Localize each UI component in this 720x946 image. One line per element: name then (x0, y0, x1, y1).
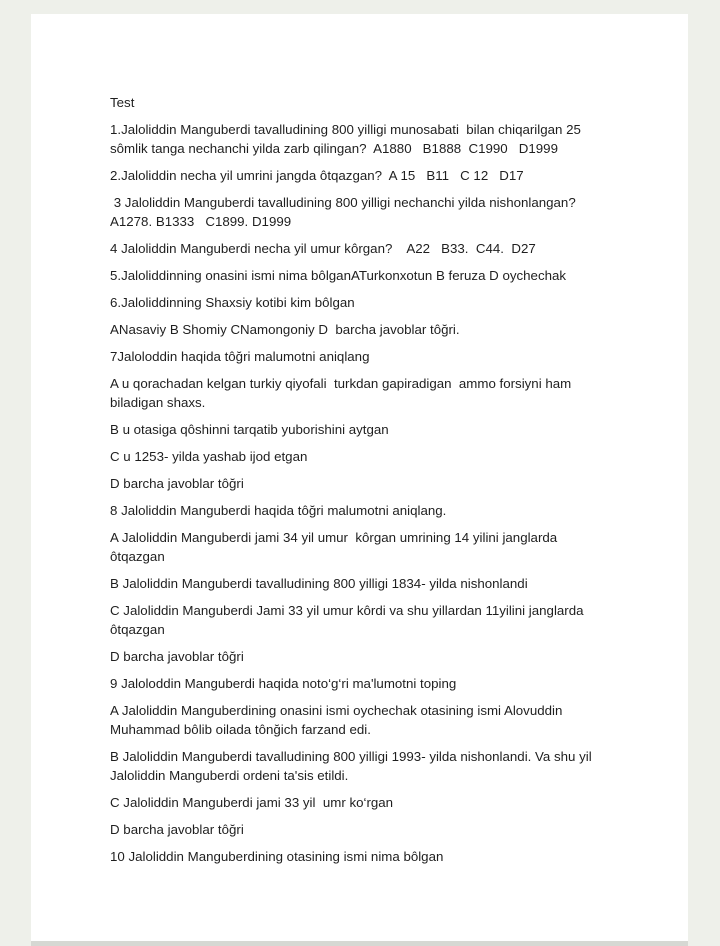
document-paragraph: D barcha javoblar tôğri (110, 822, 244, 837)
page-bottom-gap (31, 941, 688, 946)
document-paragraph: 2.Jaloliddin necha yil umrini jangda ôtqazgan? A 15 B11 C 12 D17 (110, 168, 524, 183)
document-paragraph: 5.Jaloliddinning onasini ismi nima bôlganATurkonxotun B feruza D oychechak (110, 268, 567, 283)
document-paragraph: C Jaloliddin Manguberdi Jami 33 yil umur kôrdi va shu yillardan 11yilini janglarda ôtqazgan (110, 603, 588, 637)
document-paragraph: 9 Jaloloddin Manguberdi haqida noto‘g‘ri ma'lumotni toping (110, 676, 457, 691)
document-paragraph: A Jaloliddin Manguberdining onasini ismi oychechak otasining ismi Alovuddin Muhammad bôlib oilada tônğich farzand edi. (110, 703, 567, 737)
document-page (31, 14, 688, 941)
document-paragraph: A u qorachadan kelgan turkiy qiyofali turkdan gapiradigan ammo forsiyni ham biladigan shaxs. (110, 376, 575, 410)
document-paragraph: B u otasiga qôshinni tarqatib yuborishini aytgan (110, 422, 389, 437)
document-paragraph: A Jaloliddin Manguberdi jami 34 yil umur kôrgan umrining 14 yilini janglarda ôtqazgan (110, 530, 561, 564)
document-paragraph: 7Jaloloddin haqida tôğri malumotni aniqlang (110, 349, 370, 364)
document-paragraph: 1.Jaloliddin Manguberdi tavalludining 800 yilligi munosabati bilan chiqarilgan 25 sômlik tanga nechanchi yilda zarb qilingan? A1880 B1888 C1990 D1999 (110, 122, 585, 156)
document-title: Test (110, 95, 135, 110)
document-body (110, 120, 688, 866)
document-paragraph: 6.Jaloliddinning Shaxsiy kotibi kim bôlgan (110, 295, 355, 310)
document-paragraph: 4 Jaloliddin Manguberdi necha yil umur kôrgan? A22 B33. C44. D27 (110, 241, 536, 256)
document-paragraph: D barcha javoblar tôğri (110, 476, 244, 491)
document-paragraph: 3 Jaloliddin Manguberdi tavalludining 800 yilligi nechanchi yilda nishonlangan? A1278. B1333 C1899. D1999 (110, 195, 579, 229)
document-paragraph: D barcha javoblar tôğri (110, 649, 244, 664)
document-paragraph: ANasaviy B Shomiy CNamongoniy D barcha javoblar tôğri. (110, 322, 460, 337)
document-content (31, 14, 688, 866)
document-paragraph: C Jaloliddin Manguberdi jami 33 yil umr ko‘rgan (110, 795, 394, 810)
document-paragraph: B Jaloliddin Manguberdi tavalludining 800 yilligi 1834- yilda nishonlandi (110, 576, 528, 591)
document-paragraph: B Jaloliddin Manguberdi tavalludining 800 yilligi 1993- yilda nishonlandi. Va shu yil Jaloliddin Manguberdi ordeni ta'sis etildi. (110, 749, 596, 783)
document-paragraph: 8 Jaloliddin Manguberdi haqida tôğri malumotni aniqlang. (110, 503, 447, 518)
document-paragraph: 10 Jaloliddin Manguberdining otasining ismi nima bôlgan (110, 849, 444, 864)
document-paragraph: C u 1253- yilda yashab ijod etgan (110, 449, 308, 464)
